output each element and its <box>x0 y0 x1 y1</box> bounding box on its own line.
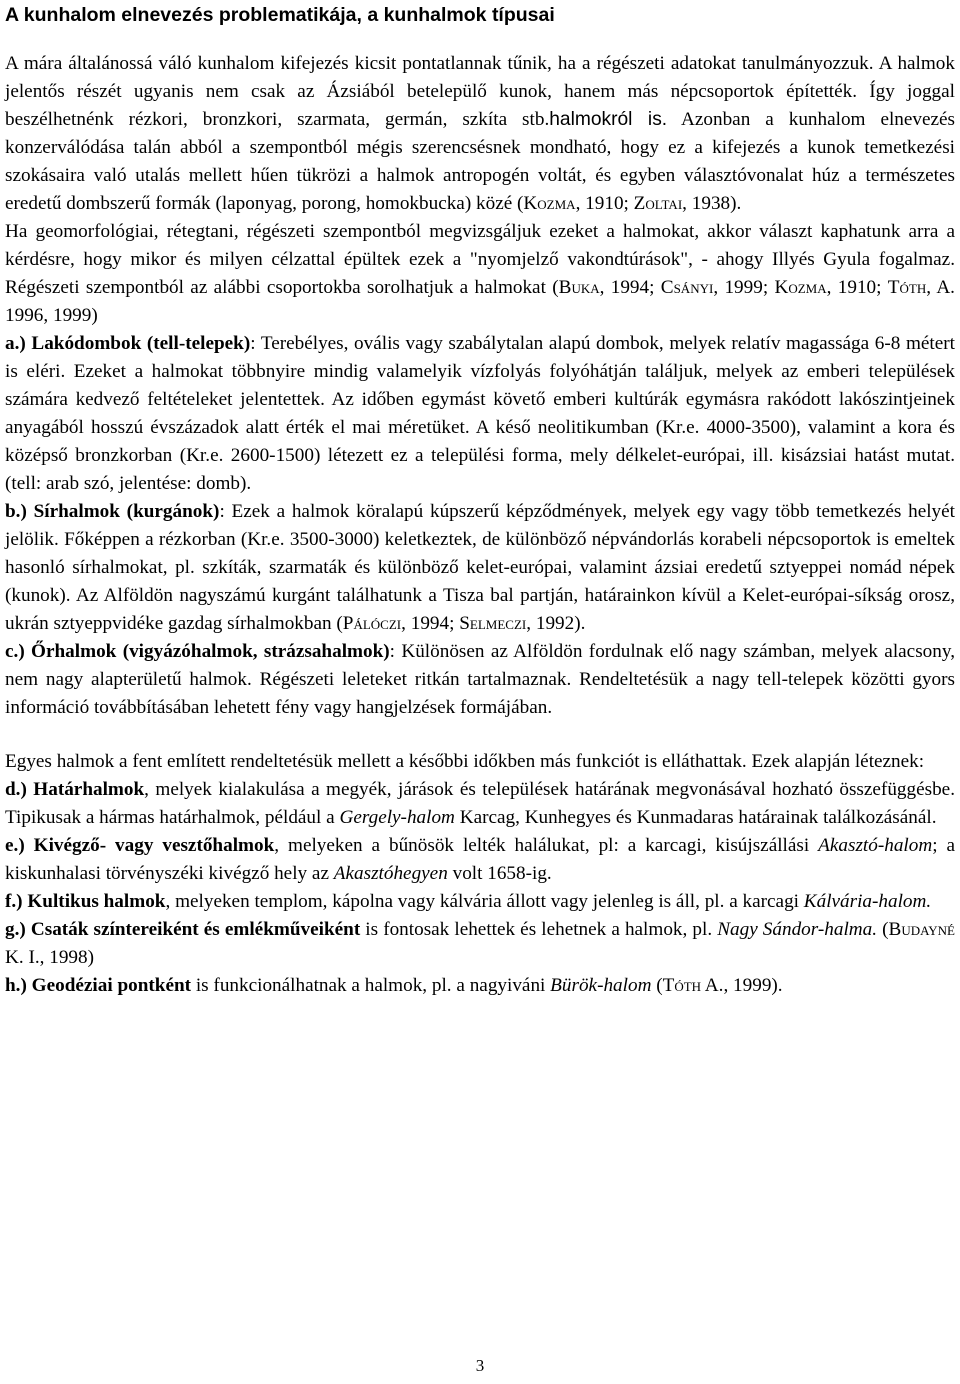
classification-paragraph: Ha geomorfológiai, rétegtani, régészeti szempontból megvizsgáljuk ezeket a halmokat, akkor választ kaphatunk arra a kérdésre, hogy mikor és milyen célzattal épültek ezek a "nyomjelző vakondtúrások", - ahogy Illyés Gyula fogalmaz. Régészeti szempontból az alábbi csoportokba sorolhatjuk a halmokat (Buka, 1994; Csányi, 1999; Kozma, 1910; Tóth, A. 1996, 1999) <box>5 221 955 326</box>
type-e-label: e.) Kivégző- vagy vesztőhalmok <box>5 835 275 856</box>
citation: Kozma <box>523 193 576 214</box>
type-f-paragraph: f.) Kultikus halmok, melyeken templom, kápolna vagy kálvária állott vagy jelenleg is áll, pl. a karcagi Kálvária-halom. <box>5 891 932 912</box>
type-d-label: d.) Határhalmok <box>5 779 145 800</box>
type-e-paragraph: e.) Kivégző- vagy vesztőhalmok, melyeken a bűnösök lelték halálukat, pl: a karcagi, kisújszállási Akasztó-halom; a kiskunhalasi törvényszéki kivégző hely az Akasztóhegyen volt 1658-ig. <box>5 835 955 884</box>
type-d-paragraph: d.) Határhalmok, melyek kialakulása a megyék, járások és települések határának megvonásával hozható összefüggésbe. Tipikusak a hármas határhalmok, például a Gergely-halom Karcag, Kunhegyes és Kunmadaras határainak találkozásánál. <box>5 779 955 828</box>
later-functions-intro: Egyes halmok a fent említett rendeltetésük mellett a későbbi időkben más funkciót is elláthattak. Ezek alapján léteznek: <box>5 751 925 772</box>
type-a-paragraph: a.) Lakódombok (tell-telepek): Terebélyes, ovális vagy szabálytalan alapú dombok, melyek relatív magassága 6-8 métert is eléri. Ezeket a halmokat többnyire mindig valamelyik vízfolyás folyóhátján találjuk, melyek az emberi települések számára kedvező feltételeket jelentettek. Az időben egymást követő emberi kultúrák egymásra rakódott lakószintjeinek anyagából hosszú évszázadok alatt érték el mai méretüket. A késő neolitikumban (Kr.e. 4000-3500), valamint a kora és középső bronzkorban (Kr.e. 2600-1500) létezett ez a települési forma, mely délkelet-európai, ill. kisázsiai hatást mutat. (tell: arab szó, jelentése: domb). <box>5 333 955 494</box>
citation: Tóth <box>887 277 927 298</box>
intro-text: Azonban a kunhalom elnevezés konzerválódása talán abból a szempontból mégis szerencsésnek mondható, hogy ez a kifejezés a kunok temetkezési szokásaira való utalás mellett hűen tükrözi a halmok antropogén voltát, és egyben választóvonalat húz a természetes eredetű dombszerű formák (laponyag, porong, homokbucka) közé ( <box>5 109 956 214</box>
intro-text: A mára általánossá váló kunhalom kifejezés kicsit pontatlannak tűnik, ha a régészeti adatokat tanulmányozzuk. A halmok jelentős részét ugyanis nem csak az Ázsiából betelepülő kunok, hanem más népcsoportok építették. Így joggal beszélhetnénk rézkori, bronzkori, szarmata, germán, szkíta stb. <box>5 53 955 130</box>
type-b-paragraph: b.) Sírhalmok (kurgánok): Ezek a halmok köralapú kúpszerű képződmények, melyek egy vagy több temetkezés helyét jelölik. Főképpen a rézkorban (Kr.e. 3500-3000) keletkeztek, de különböző népvándorlás korabeli népcsoportok is emeltek hasonló sírhalmokat, pl. szkíták, szarmaták és különböző kelet-európai, valamint ázsiai eredetű sztyeppei nomád népek (kunok). Az Alföldön nagyszámú kurgánt találhatunk a Tisza bal partján, határainkon kívül a Kelet-európai-síkság orosz, ukrán sztyeppvidéke gazdag sírhalmokban (Pálóczi, 1994; Selmeczi, 1992). <box>5 501 955 634</box>
type-h-paragraph: h.) Geodéziai pontként is funkcionálhatnak a halmok, pl. a nagyiváni Bürök-halom (Tóth A., 1999). <box>5 975 783 996</box>
type-f-label: f.) Kultikus halmok <box>5 891 166 912</box>
citation: Selmeczi <box>459 613 527 634</box>
place-name: Akasztóhegyen <box>333 863 448 884</box>
citation: Buka <box>558 277 600 298</box>
page-number: 3 <box>475 1356 485 1375</box>
intro-text-sans: halmokról is. <box>549 109 668 130</box>
citation: Kozma <box>774 277 827 298</box>
type-g-paragraph: g.) Csaták színtereiként és emlékműveiként is fontosak lehettek és lehetnek a halmok, pl. Nagy Sándor-halma. (Budayné K. I., 1998) <box>5 919 956 968</box>
citation: Csányi <box>660 277 714 298</box>
type-b-label: b.) Sírhalmok (kurgánok) <box>5 501 220 522</box>
place-name: Akasztó-halom <box>818 835 933 856</box>
type-c-label: c.) Őrhalmok (vigyázóhalmok, strázsahalmok) <box>5 641 390 662</box>
type-c-paragraph: c.) Őrhalmok (vigyázóhalmok, strázsahalmok): Különösen az Alföldön fordulnak elő nagy számban, melyek alacsony, nem nagy alapterületű halmok. Régészeti leleteket ritkán tartalmaznak. Rendeltetésük a nagy tell-telepek közötti gyors információ továbbításában lehetett fény vagy hangjelzések formájában. <box>5 641 955 718</box>
document-page <box>5 0 955 1000</box>
place-name: Gergely-halom <box>339 807 455 828</box>
type-g-label: g.) Csaták színtereiként és emlékműveiként <box>5 919 361 940</box>
type-a-label: a.) Lakódombok (tell-telepek) <box>5 333 251 354</box>
citation: Tóth <box>662 975 702 996</box>
type-h-label: h.) Geodéziai pontként <box>5 975 192 996</box>
citation: Budayné <box>888 919 956 940</box>
place-name: Bürök-halom <box>550 975 652 996</box>
intro-paragraph: A mára általánossá váló kunhalom kifejezés kicsit pontatlannak tűnik, ha a régészeti adatokat tanulmányozzuk. A halmok jelentős részét ugyanis nem csak az Ázsiából betelepülő kunok, hanem más népcsoportok építették. Így joggal beszélhetnénk rézkori, bronzkori, szarmata, germán, szkíta stb.halmokról is. Azonban a kunhalom elnevezés konzerválódása talán abból a szempontból mégis szerencsésnek mondható, hogy ez a kifejezés a kunok temetkezési szokásaira való utalás mellett hűen tükrözi a halmok antropogén voltát, és egyben választóvonalat húz a természetes eredetű dombszerű formák (laponyag, porong, homokbucka) közé (Kozma, 1910; Zoltai, 1938). <box>5 53 956 214</box>
citation: Zoltai <box>633 193 683 214</box>
place-name: Nagy Sándor-halma. <box>717 919 878 940</box>
place-name: Kálvária-halom. <box>803 891 932 912</box>
section-title: A kunhalom elnevezés problematikája, a kunhalmok típusai <box>5 4 555 26</box>
citation: Pálóczi <box>342 613 402 634</box>
